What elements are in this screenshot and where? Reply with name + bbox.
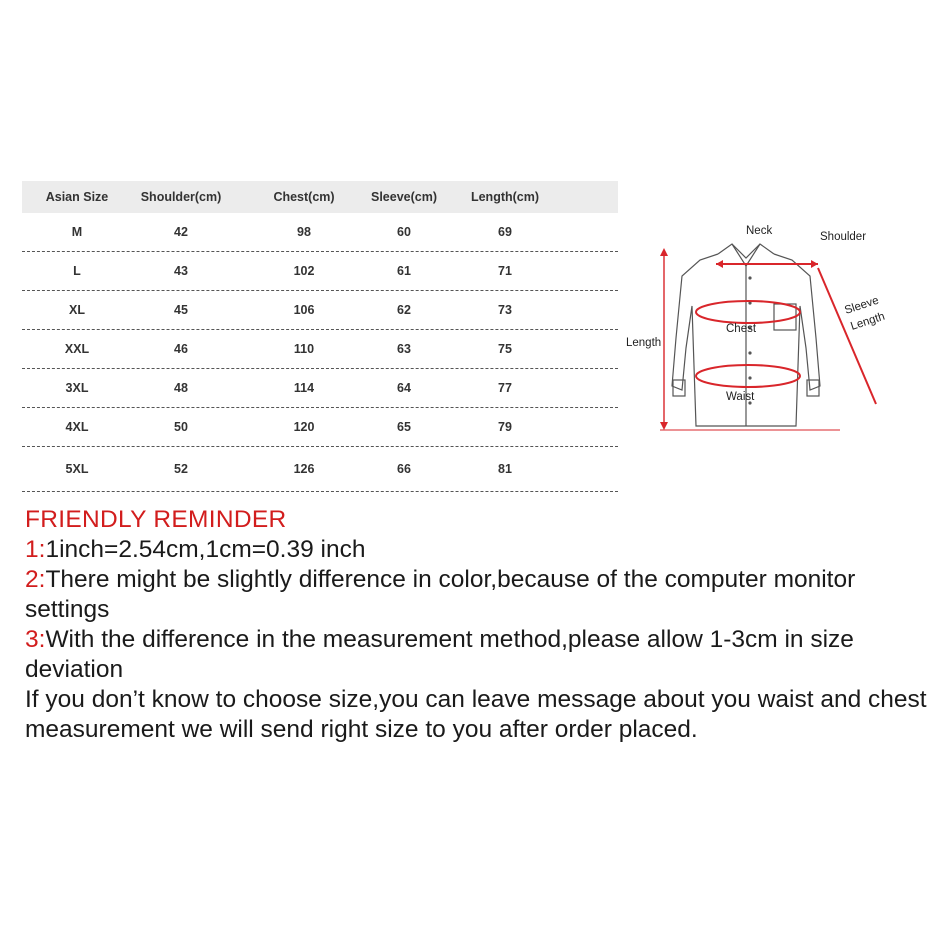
shoulder-cell: 43 bbox=[174, 264, 188, 278]
item-1-number: 1: bbox=[25, 536, 46, 563]
sleeve-cell: 64 bbox=[397, 381, 411, 395]
chest-cell: 110 bbox=[293, 342, 315, 356]
length-cell: 69 bbox=[498, 225, 512, 239]
item-1-text: 1inch=2.54cm,1cm=0.39 inch bbox=[45, 536, 366, 563]
size-cell: M bbox=[71, 225, 83, 239]
waist-label: Waist bbox=[726, 391, 755, 403]
size-cell: 5XL bbox=[65, 462, 89, 476]
chest-cell: 98 bbox=[297, 225, 311, 239]
length-cell: 71 bbox=[498, 264, 512, 278]
chest-cell: 102 bbox=[293, 264, 315, 278]
reminder-item-3 bbox=[25, 625, 940, 685]
shoulder-cell: 45 bbox=[174, 303, 188, 317]
item-2-number: 2: bbox=[25, 566, 46, 593]
header-length: Length(cm) bbox=[470, 190, 540, 204]
size-cell: 4XL bbox=[65, 420, 89, 434]
table-row bbox=[22, 408, 618, 447]
reminder-note: If you don’t know to choose size,you can leave message about you waist and chest measurement we will send right size to you after order placed. bbox=[25, 686, 927, 743]
sleeve-cell: 66 bbox=[397, 462, 411, 476]
table-row bbox=[22, 291, 618, 330]
shoulder-cell: 48 bbox=[174, 381, 188, 395]
header-sleeve: Sleeve(cm) bbox=[370, 190, 438, 204]
table-row bbox=[22, 447, 618, 492]
length-label: Length bbox=[626, 337, 662, 349]
table-row bbox=[22, 252, 618, 291]
sleeve-line bbox=[818, 268, 876, 404]
table-row bbox=[22, 369, 618, 408]
shoulder-cell: 50 bbox=[174, 420, 188, 434]
size-cell: L bbox=[73, 264, 81, 278]
chest-ring bbox=[696, 301, 800, 323]
measurement-marks bbox=[660, 250, 876, 430]
chest-cell: 114 bbox=[293, 381, 315, 395]
table-row bbox=[22, 330, 618, 369]
size-cell: XXL bbox=[64, 342, 90, 356]
header-chest: Chest(cm) bbox=[273, 190, 335, 204]
sleeve-cell: 60 bbox=[397, 225, 411, 239]
header-shoulder: Shoulder(cm) bbox=[140, 190, 222, 204]
shirt-measurement-diagram bbox=[620, 218, 900, 438]
shoulder-label: Shoulder bbox=[820, 231, 867, 243]
length-cell: 75 bbox=[498, 342, 512, 356]
header-asian-size: Asian Size bbox=[45, 190, 109, 204]
table-header bbox=[22, 181, 618, 213]
item-3-text: With the difference in the measurement method,please allow 1-3cm in size deviation bbox=[25, 626, 854, 683]
shoulder-cell: 46 bbox=[174, 342, 188, 356]
sleeve-cell: 65 bbox=[397, 420, 411, 434]
friendly-reminder bbox=[25, 505, 940, 745]
item-3-number: 3: bbox=[25, 626, 46, 653]
reminder-title: FRIENDLY REMINDER bbox=[25, 506, 287, 533]
length-cell: 73 bbox=[498, 303, 512, 317]
length-cell: 79 bbox=[498, 420, 512, 434]
sleeve-cell: 62 bbox=[397, 303, 411, 317]
sleeve-cell: 63 bbox=[397, 342, 411, 356]
neck-label: Neck bbox=[746, 225, 773, 237]
sleeve-label-line2: Length bbox=[849, 310, 887, 333]
sleeve-cell: 61 bbox=[397, 264, 411, 278]
size-cell: XL bbox=[69, 303, 85, 317]
chest-cell: 106 bbox=[293, 303, 315, 317]
length-cell: 77 bbox=[498, 381, 512, 395]
waist-ring bbox=[696, 365, 800, 387]
sleeve-label-line1: Sleeve bbox=[843, 294, 881, 317]
chest-cell: 126 bbox=[293, 462, 315, 476]
size-table bbox=[22, 181, 618, 492]
shoulder-cell: 52 bbox=[174, 462, 188, 476]
chest-label: Chest bbox=[726, 323, 757, 335]
item-2-text: There might be slightly difference in color,because of the computer monitor settings bbox=[25, 566, 856, 623]
chest-cell: 120 bbox=[293, 420, 315, 434]
length-cell: 81 bbox=[498, 462, 512, 476]
reminder-item-1 bbox=[25, 535, 940, 565]
reminder-item-2 bbox=[25, 565, 940, 625]
table-row bbox=[22, 213, 618, 252]
size-cell: 3XL bbox=[65, 381, 89, 395]
shoulder-cell: 42 bbox=[174, 225, 188, 239]
